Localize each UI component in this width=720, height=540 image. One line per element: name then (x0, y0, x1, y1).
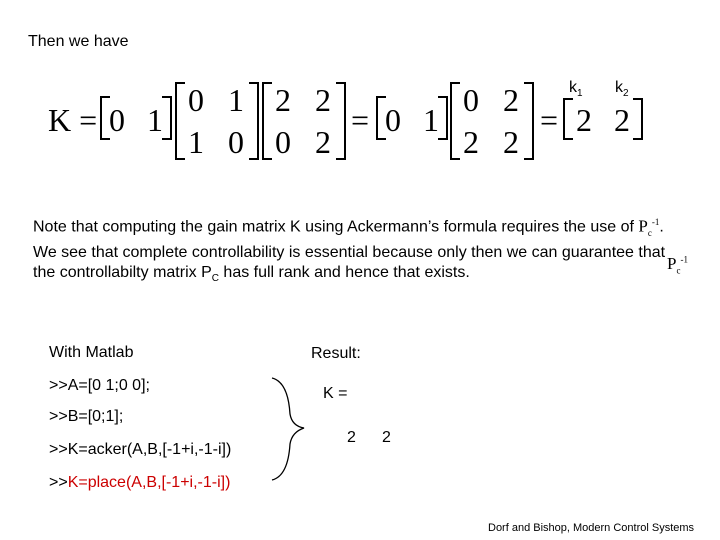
result-value-1: 2 (347, 429, 356, 446)
result-k-label: K = (323, 385, 348, 402)
result-title: Result: (311, 345, 361, 362)
matlab-line-3: >>K=acker(A,B,[-1+i,-1-i]) (49, 441, 232, 458)
matrix-3: 0 2 2 2 (450, 82, 534, 160)
row-vector-1: 0 1 (100, 96, 172, 140)
equals-sign-2: = (351, 102, 370, 138)
matlab-line-1: >>A=[0 1;0 0]; (49, 377, 150, 394)
matlab-title: With Matlab (49, 344, 134, 361)
equals-sign-3: = (540, 102, 559, 138)
matrix-2: 2 2 0 2 (262, 82, 346, 160)
slide-heading: Then we have (28, 33, 129, 50)
matlab-line-2: >>B=[0;1]; (49, 408, 124, 425)
matlab-line-4: >>K=place(A,B,[-1+i,-1-i]) (49, 474, 231, 491)
matrix-1: 0 1 1 0 (175, 82, 259, 160)
result-vector: 2 2 (563, 98, 643, 140)
note-paragraph: Note that computing the gain matrix K using Ackermann’s formula requires the use of $P_c^{-1}$. We see that complete controllability is essential because only then we can guarantee that the controllabilty matrix $P_C$ has full rank and hence that exists. (33, 212, 673, 289)
pc-inverse-symbol: $P_c^{-1}$ (638, 216, 660, 239)
pc-inverse-symbol-right: $P_c^{-1}$ (667, 254, 688, 276)
row-vector-2: 0 1 (376, 96, 448, 140)
k2-label: $k_2$ (615, 79, 629, 100)
k1-label: $k_1$ (569, 79, 583, 100)
curly-brace-connector (270, 374, 310, 484)
result-value-2: 2 (382, 429, 391, 446)
equation-lhs: K = (48, 102, 98, 138)
citation: Dorf and Bishop, Modern Control Systems (488, 522, 695, 534)
